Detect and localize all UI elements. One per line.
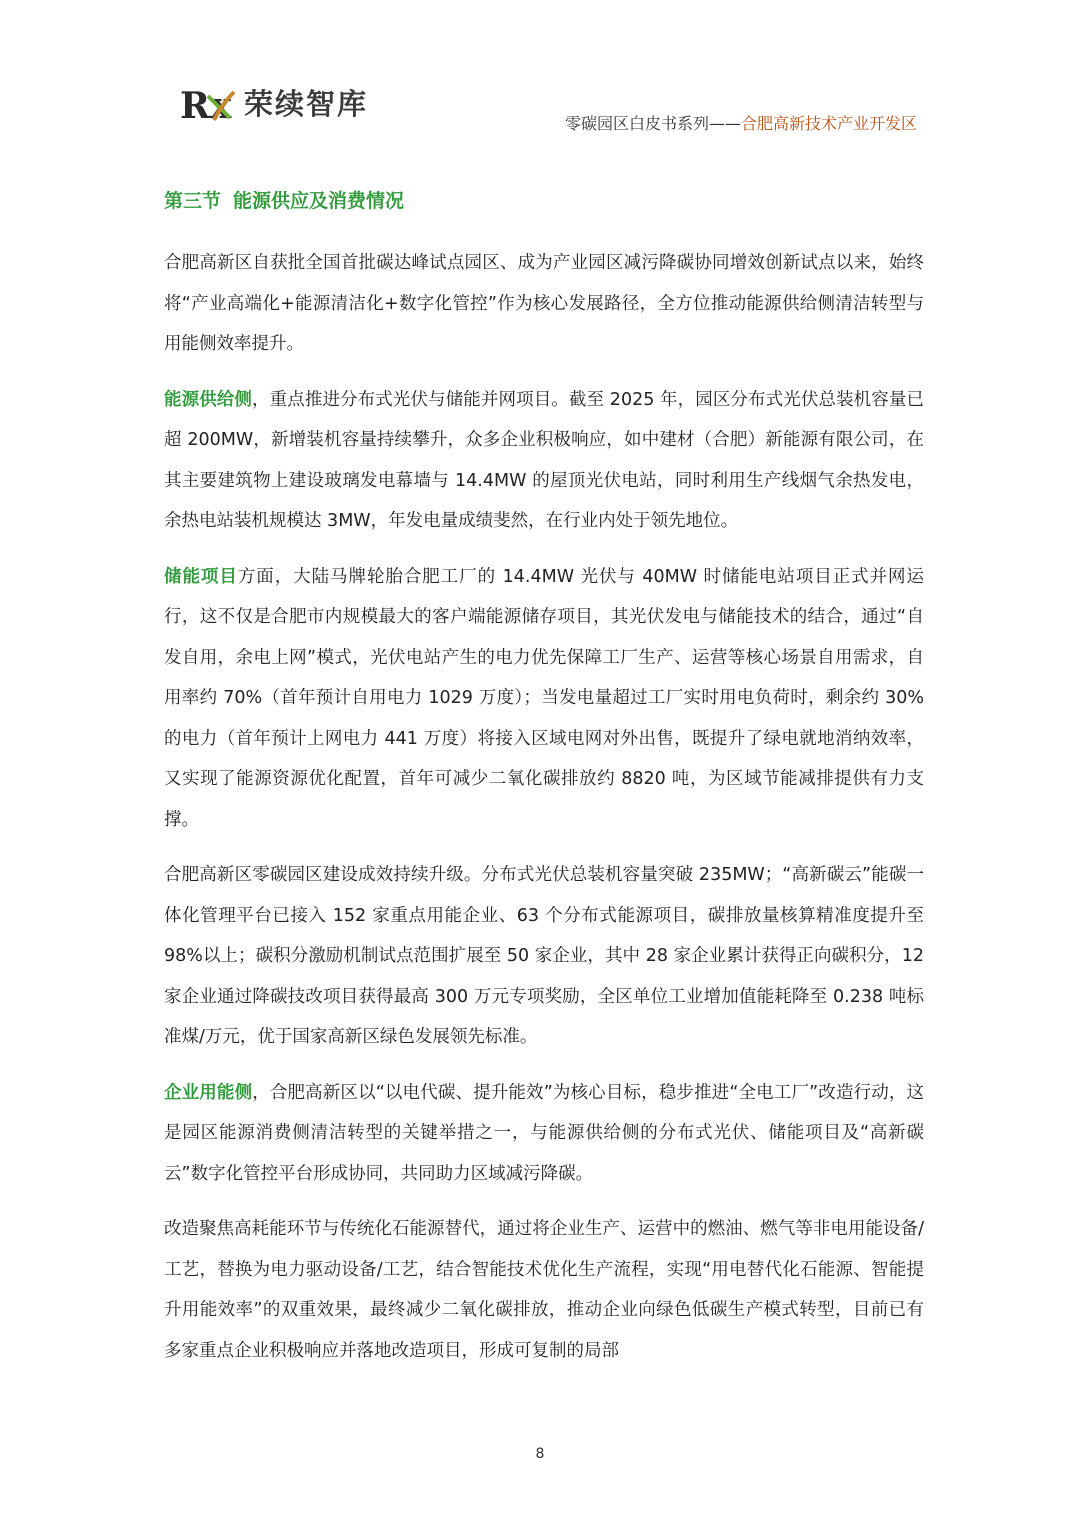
- page-content: [164, 185, 924, 1386]
- brand-logo: [178, 82, 368, 126]
- section-title: 能源供应及消费情况: [233, 190, 405, 212]
- series-subtitle: [565, 111, 917, 134]
- paragraph-intro: 合肥高新区自获批全国首批碳达峰试点园区、成为产业园区减污降碳协同增效创新试点以来，始终将“产业高端化+能源清洁化+数字化管控”作为核心发展路径，全方位推动能源供给侧清洁转型与用能侧效率提升。: [164, 253, 924, 354]
- subtitle-highlight: 合肥高新技术产业开发区: [740, 114, 917, 133]
- keyword-enterprise-consumption: 企业用能侧: [164, 1082, 253, 1103]
- section-heading: [164, 185, 924, 217]
- rx-logo-icon: [178, 82, 240, 126]
- paragraph-energy-supply: [164, 380, 924, 542]
- paragraph-energy-supply-text: ，重点推进分布式光伏与储能并网项目。截至 2025 年，园区分布式光伏总装机容量已超 200MW，新增装机容量持续攀升，众多企业积极响应，如中建材（合肥）新能源有限公司，在其主要建筑物上建设玻璃发电幕墙与 14.4MW 的屋顶光伏电站，同时利用生产线烟气余热发电，余热电站装机规模达 3MW，年发电量成绩斐然，在行业内处于领先地位。: [164, 389, 924, 531]
- paragraph-zero-carbon-progress: 合肥高新区零碳园区建设成效持续升级。分布式光伏总装机容量突破 235MW；“高新碳云”能碳一体化管理平台已接入 152 家重点用能企业、63 个分布式能源项目，碳排放量核算精准度提升至 98%以上；碳积分激励机制试点范围扩展至 50 家企业，其中 28 家企业累计获得正向碳积分，12 家企业通过降碳技改项目获得最高 300 万元专项奖励，全区单位工业增加值能耗降至 0.238 吨标准煤/万元，优于国家高新区绿色发展领先标准。: [164, 865, 924, 1047]
- paragraph-storage-text: 方面，大陆马牌轮胎合肥工厂的 14.4MW 光伏与 40MW 时储能电站项目正式并网运行，这不仅是合肥市内规模最大的客户端能源储存项目，其光伏发电与储能技术的结合，通过“自发自用，余电上网”模式，光伏电站产生的电力优先保障工厂生产、运营等核心场景自用需求，自用率约 70%（首年预计自用电力 1029 万度）；当发电量超过工厂实时用电负荷时，剩余约 30%的电力（首年预计上网电力 441 万度）将接入区域电网对外出售，既提升了绿电就地消纳效率，又实现了能源资源优化配置，首年可减少二氧化碳排放约 8820 吨，为区域节能减排提供有力支撑。: [164, 566, 925, 830]
- keyword-storage: 储能项目: [164, 566, 238, 587]
- paragraph-enterprise-consumption: [164, 1073, 924, 1195]
- page-header: [0, 0, 1080, 150]
- section-number: 第三节: [164, 190, 222, 212]
- paragraph-storage: [164, 557, 924, 841]
- keyword-energy-supply: 能源供给侧: [164, 389, 253, 410]
- subtitle-prefix: 零碳园区白皮书系列——: [564, 114, 741, 133]
- paragraph-enterprise-consumption-text: ，合肥高新区以“以电代碳、提升能效”为核心目标，稳步推进“全电工厂”改造行动，这是园区能源消费侧清洁转型的关键举措之一，与能源供给侧的分布式光伏、储能项目及“高新碳云”数字化管控平台形成协同，共同助力区域减污降碳。: [164, 1082, 925, 1184]
- paragraph-electrification: 改造聚焦高耗能环节与传统化石能源替代，通过将企业生产、运营中的燃油、燃气等非电用能设备/工艺，替换为电力驱动设备/工艺，结合智能技术优化生产流程，实现“用电替代化石能源、智能提升用能效率”的双重效果，最终减少二氧化碳排放，推动企业向绿色低碳生产模式转型，目前已有多家重点企业积极响应并落地改造项目，形成可复制的局部: [164, 1219, 924, 1361]
- page-number: 8: [535, 1446, 545, 1462]
- logo-mark-text: Rx: [180, 85, 232, 126]
- logo-name: 荣续智库: [244, 87, 369, 121]
